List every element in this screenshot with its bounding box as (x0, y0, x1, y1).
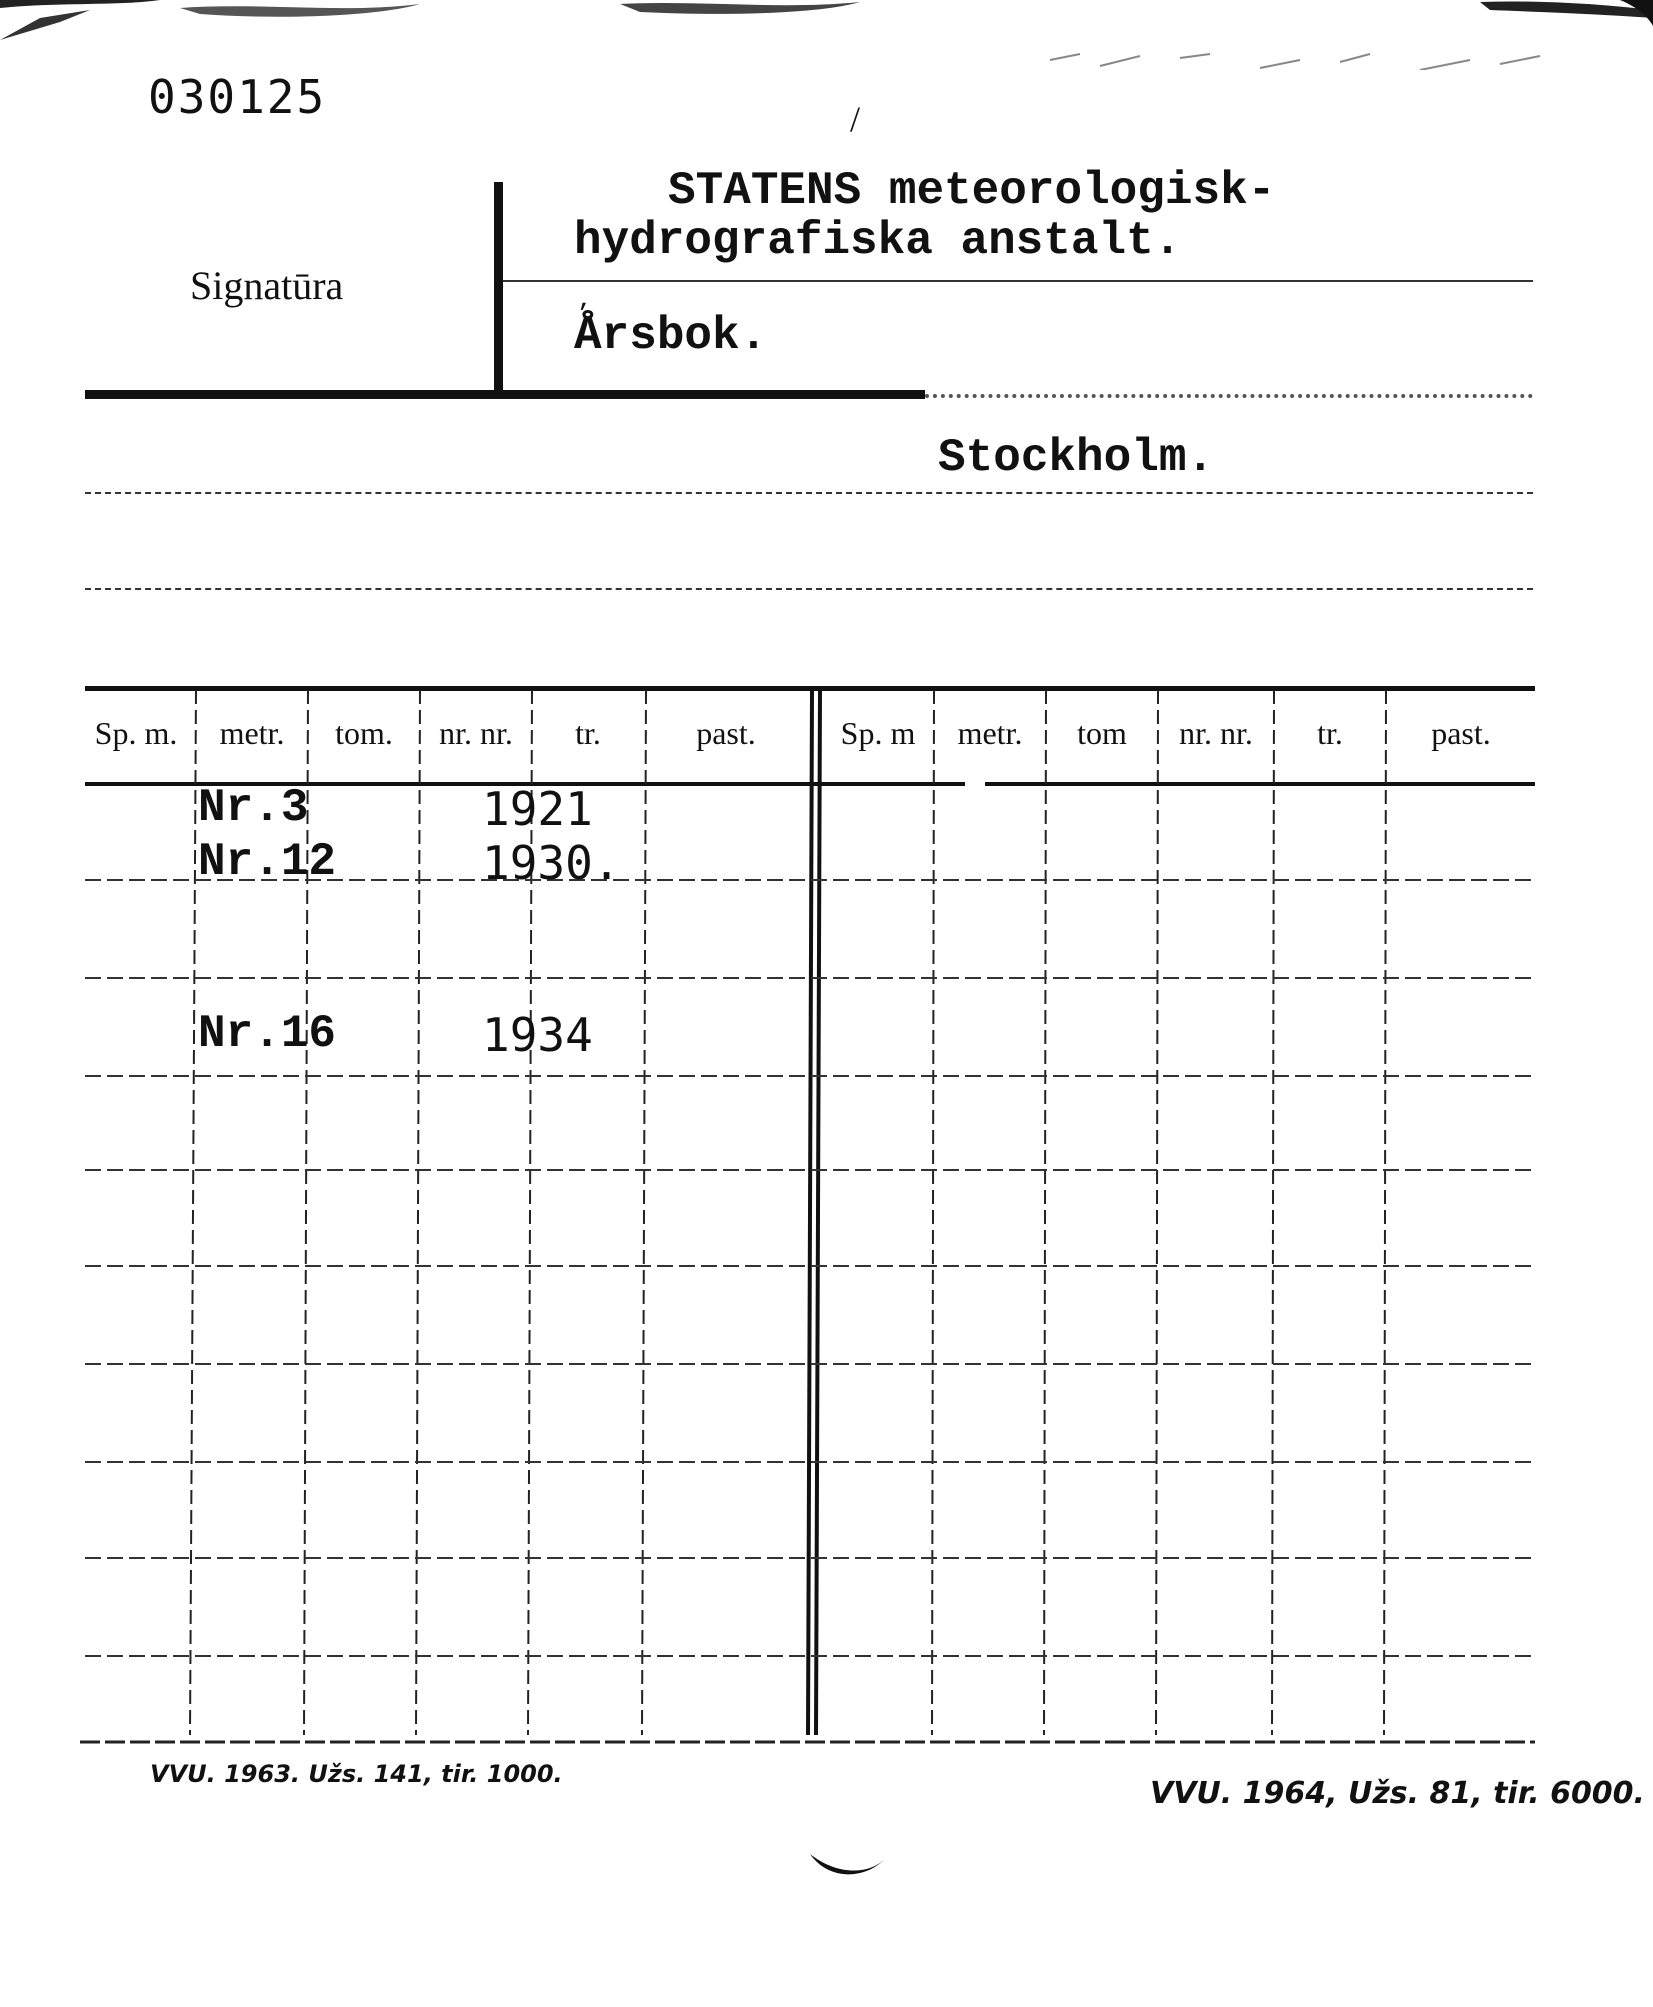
entry-1-number: Nr.3 (198, 782, 309, 834)
place-of-publication: Stockholm. (938, 432, 1215, 484)
header-left-tr: tr. (575, 715, 601, 751)
entry-2-number: Nr.12 (198, 836, 337, 888)
header-left-tom: tom. (335, 715, 393, 751)
header-right-tom: tom (1077, 715, 1127, 751)
signatura-label: Signatūra (190, 263, 344, 308)
punch-hole-mark (808, 1850, 888, 1890)
header-right-tr: tr. (1317, 715, 1343, 751)
header-left-sp-m: Sp. m. (94, 715, 178, 751)
print-imprint-right: VVU. 1964, Užs. 81, tir. 6000. (1150, 1776, 1645, 1811)
entry-3-number: Nr.16 (198, 1008, 337, 1060)
entry-2-year: 1930. (482, 836, 621, 890)
card-number: 030125 (148, 70, 327, 124)
header-left-nr-nr: nr. nr. (439, 715, 513, 751)
header-right-nr-nr: nr. nr. (1179, 715, 1253, 751)
entry-3-year: 1934 (482, 1008, 593, 1062)
header-left-past: past. (696, 715, 756, 751)
series-title: Årsbok. (574, 310, 768, 362)
header-left-metr: metr. (219, 715, 285, 751)
header-right-metr: metr. (957, 715, 1023, 751)
header-right-past: past. (1431, 715, 1491, 751)
header-right-sp-m: Sp. m (840, 715, 916, 751)
accent-mark: , (578, 288, 592, 313)
entry-1-year: 1921 (482, 782, 593, 836)
title-line-1: STATENS meteorologisk- (668, 165, 1276, 217)
pen-tick-mark: / (850, 99, 861, 139)
title-line-2: hydrografiska anstalt. (574, 215, 1182, 267)
print-imprint-left: VVU. 1963. Užs. 141, tir. 1000. (150, 1760, 563, 1788)
